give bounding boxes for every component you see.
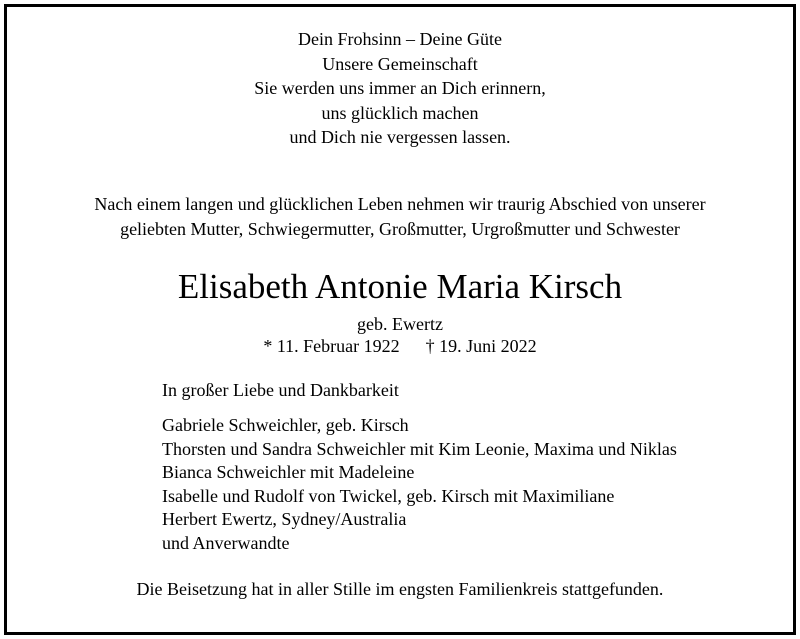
- mourner-line: Isabelle und Rudolf von Twickel, geb. Kirsch mit Maximiliane: [162, 485, 615, 506]
- mourners-list: [162, 414, 677, 556]
- birth-date: * 11. Februar 1922: [263, 336, 400, 356]
- birth-name: geb. Ewertz: [357, 314, 443, 334]
- thanks-line: In großer Liebe und Dankbarkeit: [162, 380, 399, 400]
- life-dates: [7, 335, 793, 357]
- burial-note: Die Beisetzung hat in aller Stille im engsten Familienkreis stattgefunden.: [136, 579, 664, 599]
- intro-line: Nach einem langen und glücklichen Leben nehmen wir traurig Abschied von unserer: [94, 194, 706, 214]
- poem: [7, 27, 793, 150]
- deceased-name: Elisabeth Antonie Maria Kirsch: [177, 267, 623, 306]
- mourner-line: und Anverwandte: [162, 532, 290, 553]
- poem-line: und Dich nie vergessen lassen.: [289, 127, 511, 147]
- intro-text: [7, 192, 793, 241]
- mourner-line: Bianca Schweichler mit Madeleine: [162, 462, 415, 483]
- poem-line: Dein Frohsinn – Deine Güte: [298, 29, 502, 49]
- mourner-line: Herbert Ewertz, Sydney/Australia: [162, 509, 407, 530]
- death-date: † 19. Juni 2022: [425, 336, 537, 356]
- poem-line: Sie werden uns immer an Dich erinnern,: [254, 78, 546, 98]
- poem-line: Unsere Gemeinschaft: [322, 53, 478, 74]
- mourner-line: Thorsten und Sandra Schweichler mit Kim Leonie, Maxima und Niklas: [162, 438, 677, 459]
- obituary-notice: [4, 4, 796, 635]
- poem-line: uns glücklich machen: [321, 102, 479, 123]
- intro-line: geliebten Mutter, Schwiegermutter, Großmutter, Urgroßmutter und Schwester: [120, 218, 680, 239]
- mourner-line: Gabriele Schweichler, geb. Kirsch: [162, 415, 409, 435]
